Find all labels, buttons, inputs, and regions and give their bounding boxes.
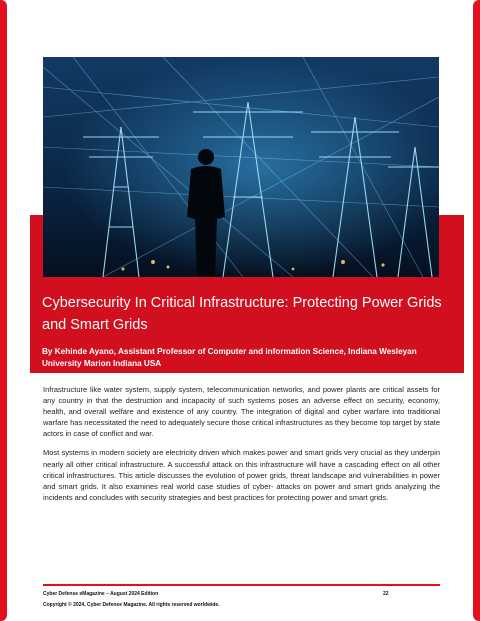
article-title: Cybersecurity In Critical Infrastructure: Protecting Power Grids and Smart Grids xyxy=(42,295,442,333)
page-edge-left xyxy=(0,0,7,621)
body-paragraph-2: Most systems in modern society are electricity driven which makes power and smart grids very crucial as they underpin nearly all other critical infrastructure. A successful attack on this infrastructure will have a cascading effect on all other critical infrastructures. This article discusses the evolution of power grids, threat landscape and vulnerabilities in power and smart grids. It also examines real world case studies of cyber- attacks on power and smart grids analyzing the incidents and concludes with security strategies and best practices for protecting power and smart grids. xyxy=(43,448,440,502)
footer-edition: Cyber Defense eMagazine – August 2024 Edition xyxy=(43,591,159,597)
footer-page-number: 22 xyxy=(383,591,389,597)
footer-copyright: Copyright © 2024, Cyber Defense Magazine. All rights reserved worldwide. xyxy=(43,602,220,608)
hero-image xyxy=(43,57,439,277)
banner-text xyxy=(42,292,452,370)
page-edge-right xyxy=(473,0,480,621)
article-body xyxy=(43,384,440,511)
footer-rule xyxy=(43,584,440,586)
article-byline: By Kehinde Ayano, Assistant Professor of Computer and information Science, Indiana Wesleyan University Marion Indiana USA xyxy=(42,347,417,368)
body-paragraph-1: Infrastructure like water system, supply system, telecommunication networks, and power plants are critical assets for any country in that the destruction and incapacity of such systems poses an adverse effect on security, economy, health, and overall welfare and existence of any country. The integration of digital and cyber warfare into traditional warfare has necessitated the need to adequately secure those critical infrastructures as they become top target by state actors in case of conflict and war. xyxy=(43,385,440,439)
